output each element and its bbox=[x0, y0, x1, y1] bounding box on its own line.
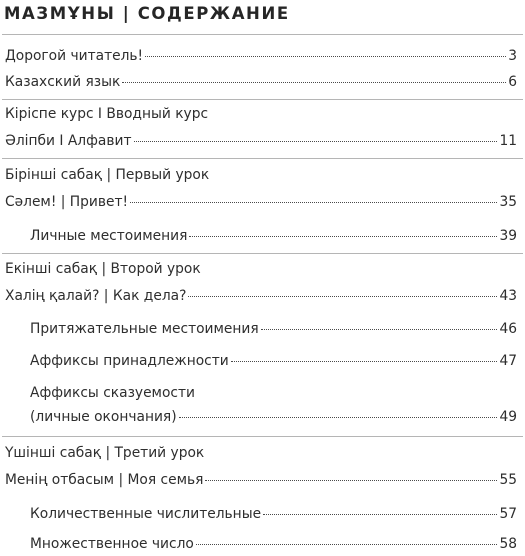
section-divider bbox=[2, 99, 523, 100]
section-heading-intro: Кіріспе курс I Вводный курс bbox=[5, 106, 209, 122]
section-heading-lesson-1: Бірінші сабақ | Первый урок bbox=[5, 167, 210, 183]
toc-page-number: 43 bbox=[499, 288, 517, 304]
toc-page-number: 46 bbox=[499, 321, 517, 337]
toc-entry-possessive-pronouns[interactable] bbox=[30, 321, 517, 337]
toc-page-number: 6 bbox=[508, 74, 517, 90]
toc-entry-my-family[interactable] bbox=[5, 472, 517, 488]
toc-entry-label: Притяжательные местоимения bbox=[30, 321, 259, 337]
dot-leader bbox=[263, 514, 497, 515]
toc-page-number: 58 bbox=[499, 536, 517, 552]
toc-entry-kazakh-language[interactable] bbox=[5, 74, 517, 90]
dot-leader bbox=[205, 480, 497, 481]
toc-entry-label: Аффиксы принадлежности bbox=[30, 353, 229, 369]
title-divider bbox=[2, 34, 523, 35]
toc-entry-label: Множественное число bbox=[30, 536, 194, 552]
toc-page-number: 39 bbox=[499, 228, 517, 244]
toc-entry-label: Сәлем! | Привет! bbox=[5, 194, 129, 210]
toc-entry-possessive-affixes[interactable] bbox=[30, 353, 517, 369]
section-divider bbox=[2, 158, 523, 159]
toc-entry-label: Әліпби I Алфавит bbox=[5, 133, 132, 149]
toc-entry-dear-reader[interactable] bbox=[5, 48, 517, 64]
dot-leader bbox=[122, 82, 506, 83]
toc-entry-predicative-affixes: Аффиксы сказуемости bbox=[30, 385, 195, 401]
toc-entry-personal-pronouns[interactable] bbox=[30, 228, 517, 244]
toc-entry-personal-endings[interactable] bbox=[30, 409, 517, 425]
toc-entry-plural[interactable] bbox=[30, 536, 517, 552]
section-heading-lesson-2: Екінші сабақ | Второй урок bbox=[5, 261, 201, 277]
dot-leader bbox=[231, 361, 498, 362]
toc-entry-label: Менің отбасым | Моя семья bbox=[5, 472, 204, 488]
toc-page-number: 35 bbox=[499, 194, 517, 210]
dot-leader bbox=[179, 417, 498, 418]
toc-page-number: 55 bbox=[499, 472, 517, 488]
toc-entry-label: Дорогой читатель! bbox=[5, 48, 144, 64]
toc-entry-label: (личные окончания) bbox=[30, 409, 177, 425]
dot-leader bbox=[134, 141, 498, 142]
toc-entry-alphabet[interactable] bbox=[5, 133, 517, 149]
dot-leader bbox=[145, 56, 506, 57]
dot-leader bbox=[189, 236, 497, 237]
section-heading-lesson-3: Үшінші сабақ | Третий урок bbox=[5, 445, 205, 461]
toc-entry-label: Казахский язык bbox=[5, 74, 121, 90]
toc-page-number: 57 bbox=[499, 506, 517, 522]
toc-page-number: 47 bbox=[499, 353, 517, 369]
page-title: МАЗМҰНЫ | СОДЕРЖАНИЕ bbox=[4, 4, 290, 23]
toc-page-number: 3 bbox=[508, 48, 517, 64]
toc-entry-hello[interactable] bbox=[5, 194, 517, 210]
toc-entry-label: Личные местоимения bbox=[30, 228, 188, 244]
dot-leader bbox=[261, 329, 498, 330]
toc-page-number: 49 bbox=[499, 409, 517, 425]
dot-leader bbox=[188, 296, 497, 297]
toc-page-number: 11 bbox=[499, 133, 517, 149]
section-divider bbox=[2, 436, 523, 437]
toc-entry-label: Халің қалай? | Как дела? bbox=[5, 288, 187, 304]
toc-entry-label: Количественные числительные bbox=[30, 506, 262, 522]
dot-leader bbox=[130, 202, 497, 203]
toc-entry-how-are-you[interactable] bbox=[5, 288, 517, 304]
section-divider bbox=[2, 253, 523, 254]
dot-leader bbox=[196, 544, 498, 545]
toc-entry-cardinal-numbers[interactable] bbox=[30, 506, 517, 522]
